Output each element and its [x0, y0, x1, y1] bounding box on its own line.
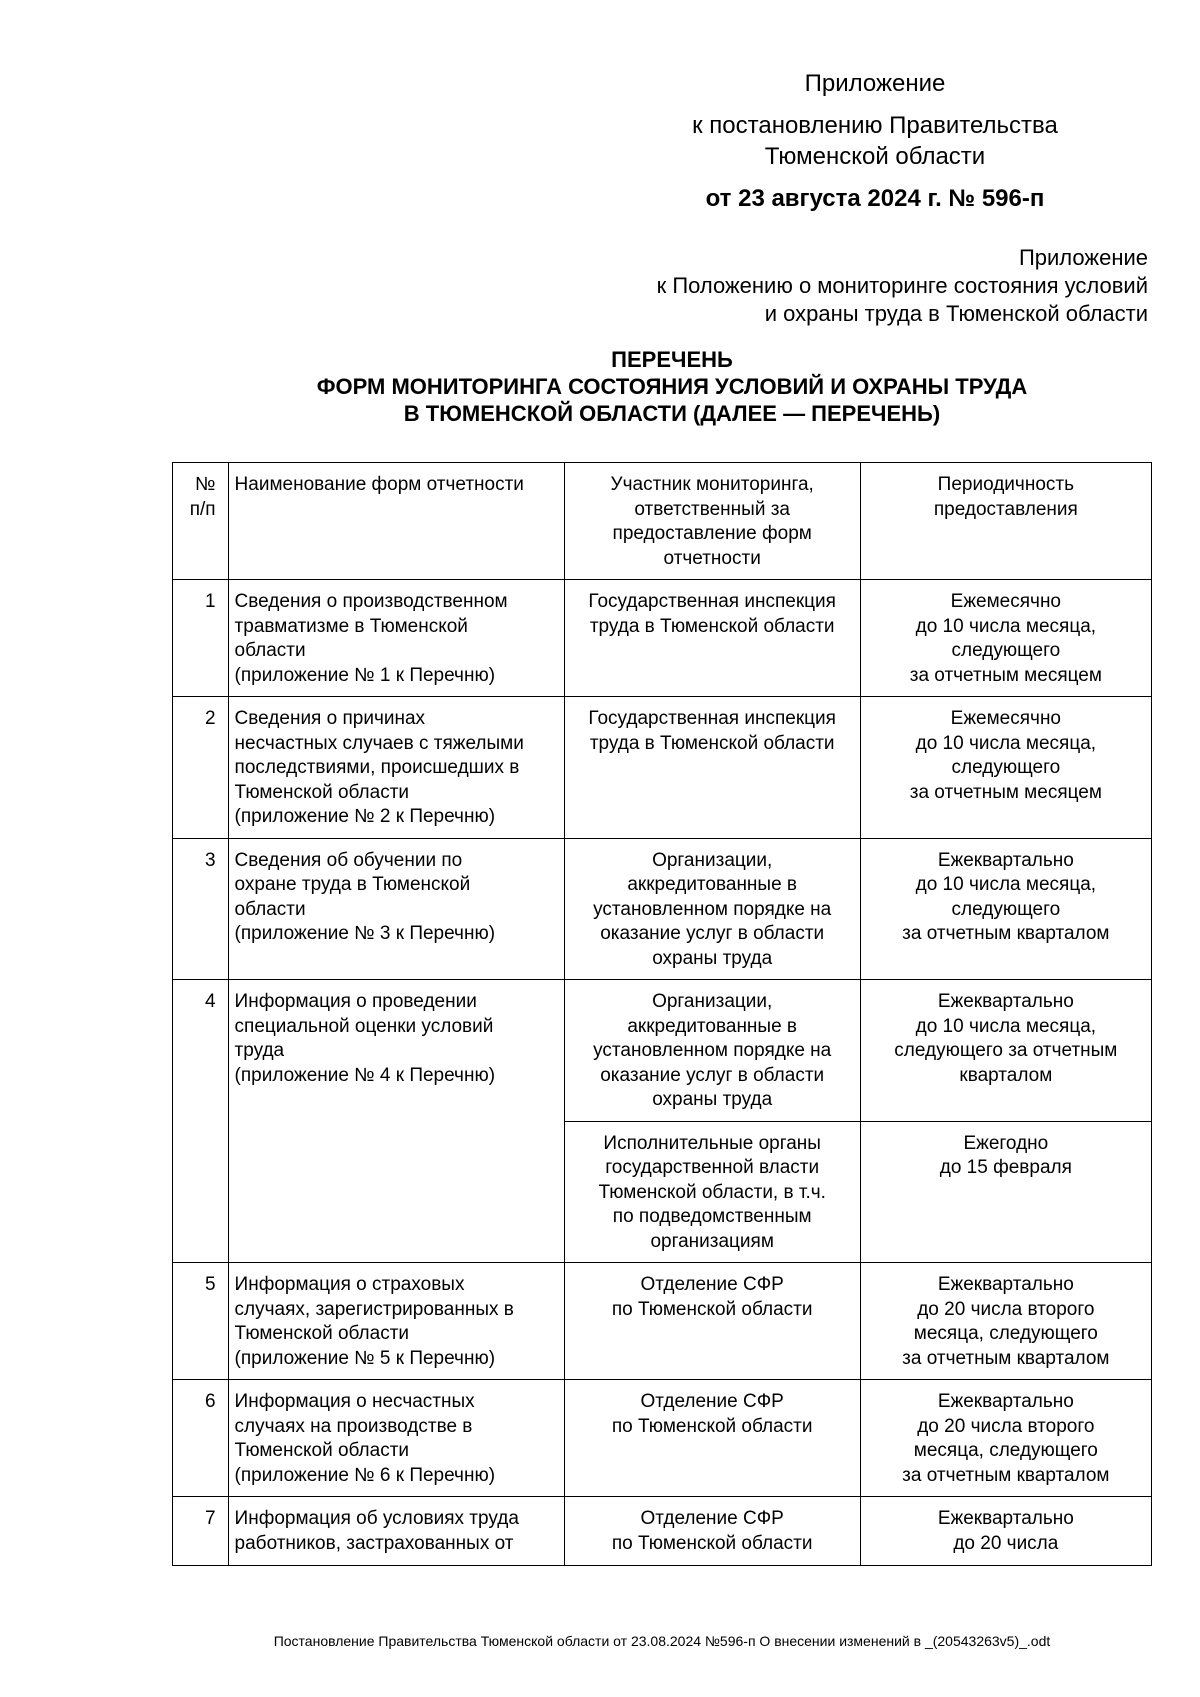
row-name: Информация об условиях труда работников, застрахованных от [228, 1497, 564, 1566]
sub-header-subject: и охраны труда в Тюменской области [764, 301, 1148, 326]
row-period: Ежеквартально до 10 числа месяца, следующего за отчетным кварталом [860, 838, 1151, 980]
table-row [173, 1497, 1152, 1566]
row-period: Ежеквартально до 20 числа второго месяца, следующего за отчетным кварталом [860, 1380, 1151, 1497]
sub-header-appendix: Приложение [1018, 245, 1148, 270]
main-header-region: Тюменской области [764, 143, 986, 170]
document-title: ПЕРЕЧЕНЬ ФОРМ МОНИТОРИНГА СОСТОЯНИЯ УСЛОВИЙ И ОХРАНЫ ТРУДА В ТЮМЕНСКОЙ ОБЛАСТИ (ДАЛЕЕ — ПЕРЕЧЕНЬ) [316, 347, 1028, 426]
row-period: Ежеквартально до 20 числа второго месяца, следующего за отчетным кварталом [860, 1263, 1151, 1380]
row-num: 6 [173, 1380, 229, 1497]
main-header-appendix: Приложение [804, 70, 946, 97]
row-name: Сведения о производственном травматизме в Тюменской области (приложение № 1 к Перечню) [228, 580, 564, 697]
row-period: Ежемесячно до 10 числа месяца, следующего за отчетным месяцем [860, 580, 1151, 697]
row-participant: Отделение СФР по Тюменской области [564, 1380, 860, 1497]
header-period: Периодичность предоставления [860, 463, 1151, 580]
row-name: Сведения об обучении по охране труда в Тюменской области (приложение № 3 к Перечню) [228, 838, 564, 980]
forms-table [172, 462, 1152, 1566]
row-num: 7 [173, 1497, 229, 1566]
main-header-resolution: к постановлению Правительства [692, 112, 1058, 139]
row-participant: Организации, аккредитованные в установленном порядке на оказание услуг в области охраны труда [564, 838, 860, 980]
row-num: 3 [173, 838, 229, 980]
header-participant: Участник мониторинга, ответственный за предоставление форм отчетности [564, 463, 860, 580]
row-period: Ежеквартально до 10 числа месяца, следующего за отчетным кварталом [860, 980, 1151, 1122]
table-row [173, 697, 1152, 839]
table-row [173, 980, 1152, 1122]
row-participant: Государственная инспекция труда в Тюменской области [564, 697, 860, 839]
row-period: Ежемесячно до 10 числа месяца, следующего за отчетным месяцем [860, 697, 1151, 839]
row-name: Информация о несчастных случаях на производстве в Тюменской области (приложение № 6 к Перечню) [228, 1380, 564, 1497]
row-num: 5 [173, 1263, 229, 1380]
table-row [173, 1263, 1152, 1380]
row-num: 2 [173, 697, 229, 839]
row-participant: Государственная инспекция труда в Тюменской области [564, 580, 860, 697]
row-participant: Организации, аккредитованные в установленном порядке на оказание услуг в области охраны труда [564, 980, 860, 1122]
table-row [173, 580, 1152, 697]
header-name: Наименование форм отчетности [228, 463, 564, 580]
row-num: 1 [173, 580, 229, 697]
table-header-row [173, 463, 1152, 580]
row-name: Информация о страховых случаях, зарегистрированных в Тюменской области (приложение № 5 к Перечню) [228, 1263, 564, 1380]
header-num: № п/п [173, 463, 229, 580]
row-period: Ежеквартально до 20 числа [860, 1497, 1151, 1566]
row-name: Информация о проведении специальной оценки условий труда (приложение № 4 к Перечню) [228, 980, 564, 1263]
row-num: 4 [173, 980, 229, 1263]
row-name: Сведения о причинах несчастных случаев с тяжелыми последствиями, происшедших в Тюменской области (приложение № 2 к Перечню) [228, 697, 564, 839]
main-header-date-number: от 23 августа 2024 г. № 596-п [705, 185, 1045, 212]
table-row [173, 838, 1152, 980]
row-period-secondary: Ежегодно до 15 февраля [860, 1121, 1151, 1263]
document-footer: Постановление Правительства Тюменской области от 23.08.2024 №596-п О внесении изменений в _(20543263v5)_.odt [273, 1633, 1051, 1649]
row-participant: Отделение СФР по Тюменской области [564, 1263, 860, 1380]
row-participant-secondary: Исполнительные органы государственной власти Тюменской области, в т.ч. по подведомственным организациям [564, 1121, 860, 1263]
row-participant: Отделение СФР по Тюменской области [564, 1497, 860, 1566]
sub-header-regulation: к Положению о мониторинге состояния условий [656, 273, 1148, 298]
table-row [173, 1380, 1152, 1497]
